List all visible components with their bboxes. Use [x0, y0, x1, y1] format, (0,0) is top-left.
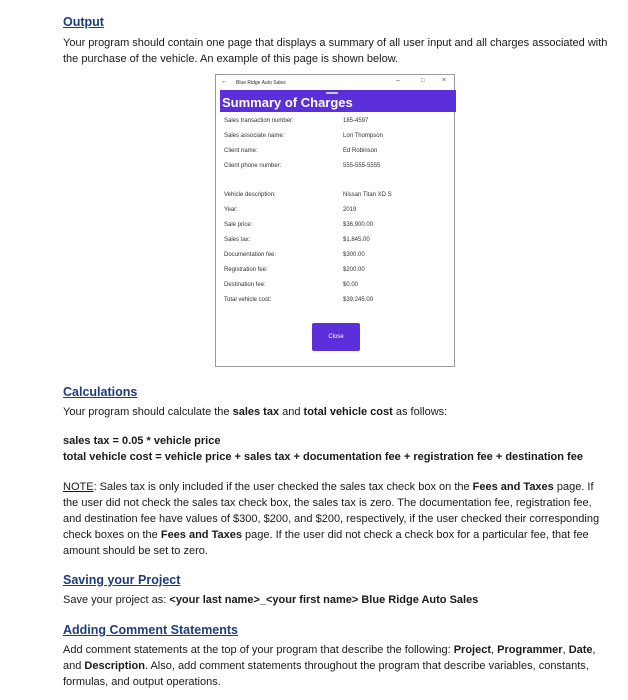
summary-label: Total vehicle cost: [224, 297, 272, 303]
summary-label: Sale price: [224, 222, 253, 228]
back-arrow-icon[interactable]: ← [221, 78, 228, 85]
summary-label: Year: [224, 207, 238, 213]
close-button[interactable]: Close [312, 323, 360, 351]
summary-window [215, 74, 455, 367]
summary-value: $0.00 [343, 282, 359, 288]
saving-heading: Saving your Project [63, 573, 181, 587]
minimize-icon[interactable]: – [396, 77, 400, 84]
summary-label: Sales transaction number: [224, 118, 294, 124]
summary-value: 2019 [343, 207, 357, 213]
app-title: Blue Ridge Auto Sales [236, 80, 286, 86]
sales-tax-formula: sales tax = 0.05 * vehicle price [63, 435, 221, 447]
output-text: Your program should contain one page that displays a summary of all user input and all charges associated with the purchase of the vehicle. An example of this page is shown below. [63, 37, 608, 65]
output-heading: Output [63, 15, 104, 29]
window-titlebar [216, 75, 454, 90]
comments-text: Add comment statements at the top of your program that describe the following: Project, Programmer, Date, and Description. Also, add comment statements throughout the program that describe variables, constants, formulas, and output operations. [63, 644, 596, 688]
summary-label: Destination fee: [224, 282, 266, 288]
saving-text: Save your project as: <your last name>_<your first name> Blue Ridge Auto Sales [63, 594, 479, 606]
summary-value: $200.00 [343, 267, 365, 273]
summary-label: Sales associate name: [224, 133, 285, 139]
summary-value: Ed Robinson [343, 148, 378, 154]
summary-value: 185-4597 [343, 118, 369, 124]
total-cost-formula: total vehicle cost = vehicle price + sales tax + documentation fee + registration fee + destination fee [63, 451, 583, 463]
summary-label: Vehicle description: [224, 192, 276, 198]
calculations-heading: Calculations [63, 385, 138, 399]
comments-heading: Adding Comment Statements [63, 623, 239, 637]
summary-label: Registration fee: [224, 267, 268, 273]
summary-banner [220, 90, 456, 112]
maximize-icon[interactable]: □ [421, 78, 425, 84]
calculations-intro: Your program should calculate the sales tax and total vehicle cost as follows: [63, 406, 448, 418]
summary-value: Nissan Titan XD S [343, 192, 392, 198]
banner-title: Summary of Charges [222, 95, 353, 110]
close-icon[interactable]: × [442, 77, 447, 84]
summary-label: Sales tax: [224, 237, 251, 243]
summary-value: Lori Thompson [343, 133, 383, 139]
summary-value: $39,245.00 [343, 297, 374, 303]
summary-label: Documentation fee: [224, 252, 277, 258]
summary-value: $300.00 [343, 252, 365, 258]
note-paragraph: NOTE: Sales tax is only included if the user checked the sales tax check box on the Fees and Taxes page. If the user did not check the sales tax check box, the sales tax is zero. The documentation fee, registration fee, and destination fee have values of $300, $200, and $200, respectively, if the user checked their corresponding check boxes on the Fees and Taxes page. If the user did not check a check box for a particular fee, that fee amount should be set to zero. [63, 481, 600, 557]
banner-drag-bar [326, 92, 338, 94]
summary-label: Client name: [224, 148, 258, 154]
summary-value: 555-555-5555 [343, 163, 381, 169]
summary-value: $1,845.00 [343, 237, 370, 243]
summary-label: Client phone number: [224, 163, 282, 169]
summary-value: $36,900.00 [343, 222, 374, 228]
